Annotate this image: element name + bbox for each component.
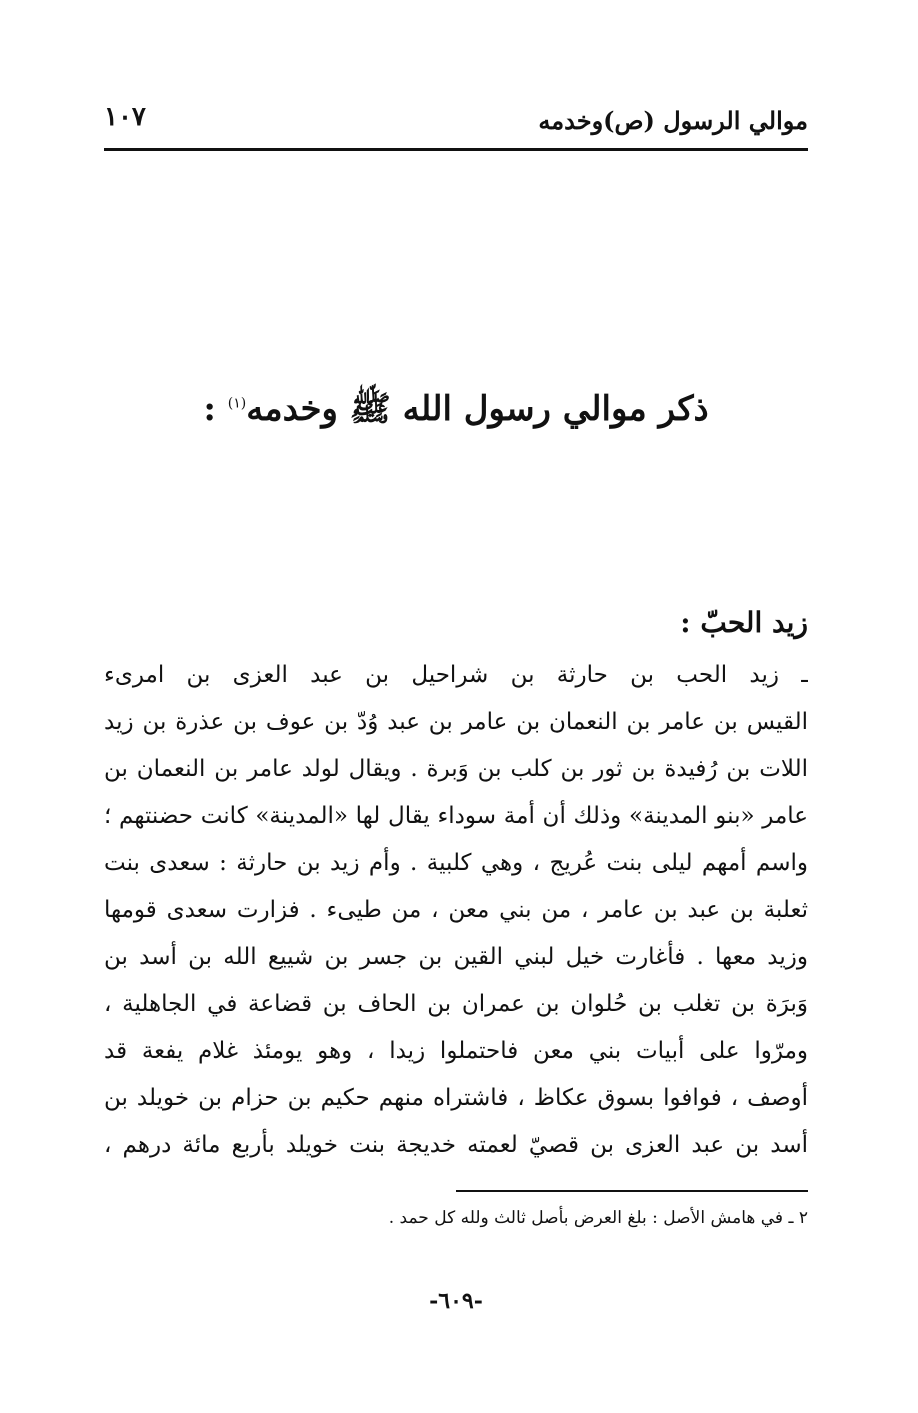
chapter-heading-colon: : <box>203 389 228 429</box>
body-line: ومرّوا على أبيات بني معن فاحتملوا زيدا ، وهو يومئذ غلام يفعة قد <box>104 1038 808 1064</box>
footnote-rule <box>456 1190 808 1192</box>
body-line: القيس بن عامر بن النعمان بن عامر بن عبد وُدّ بن عوف بن عذرة بن زيد <box>104 709 808 735</box>
body-line: أسد بن عبد العزى بن قصيّ لعمته خديجة بنت خويلد بأربع مائة درهم ، <box>104 1132 808 1158</box>
footnote-marker: (١) <box>227 395 247 412</box>
body-text <box>104 652 808 1169</box>
section-heading: زيد الحبّ : <box>680 606 808 639</box>
body-line: ـ زيد الحب بن حارثة بن شراحيل بن عبد العزى بن امرىء <box>104 662 808 688</box>
body-line: عامر «بنو المدينة» وذلك أن أمة سوداء يقال لها «المدينة» كانت حضنتهم ؛ <box>104 803 808 829</box>
chapter-heading <box>104 388 808 437</box>
running-title: موالي الرسول (ص)وخدمه <box>538 106 808 135</box>
body-line: ثعلبة بن عبد بن عامر ، من بني معن ، من طيىء . فزارت سعدى قومها <box>104 897 808 923</box>
body-line: وَبرَة بن تغلب بن حُلوان بن عمران بن الحاف بن قضاعة في الجاهلية ، <box>104 991 808 1017</box>
chapter-heading-text: ذكر موالي رسول الله ﷺ وخدمه <box>246 389 709 429</box>
running-page-number: ١٠٧ <box>104 102 146 132</box>
body-line: واسم أمهم ليلى بنت عُريج ، وهي كلبية . وأم زيد بن حارثة : سعدى بنت <box>104 850 808 876</box>
header-rule <box>104 148 808 151</box>
body-line: وزيد معها . فأغارت خيل لبني القين بن جسر بن شييع الله بن أسد بن <box>104 944 808 970</box>
running-head <box>104 96 808 148</box>
folio-page-number: -٦٠٩- <box>429 1288 483 1314</box>
body-line: أوصف ، فوافوا بسوق عكاظ ، فاشتراه منهم حكيم بن حزام بن خويلد بن <box>104 1085 808 1111</box>
body-line: اللات بن رُفيدة بن ثور بن كلب بن وَبرة . ويقال لولد عامر بن النعمان بن <box>104 756 808 782</box>
footnote: ٢ ـ في هامش الأصل : بلغ العرض بأصل ثالث ولله كل حمد . <box>388 1208 808 1228</box>
